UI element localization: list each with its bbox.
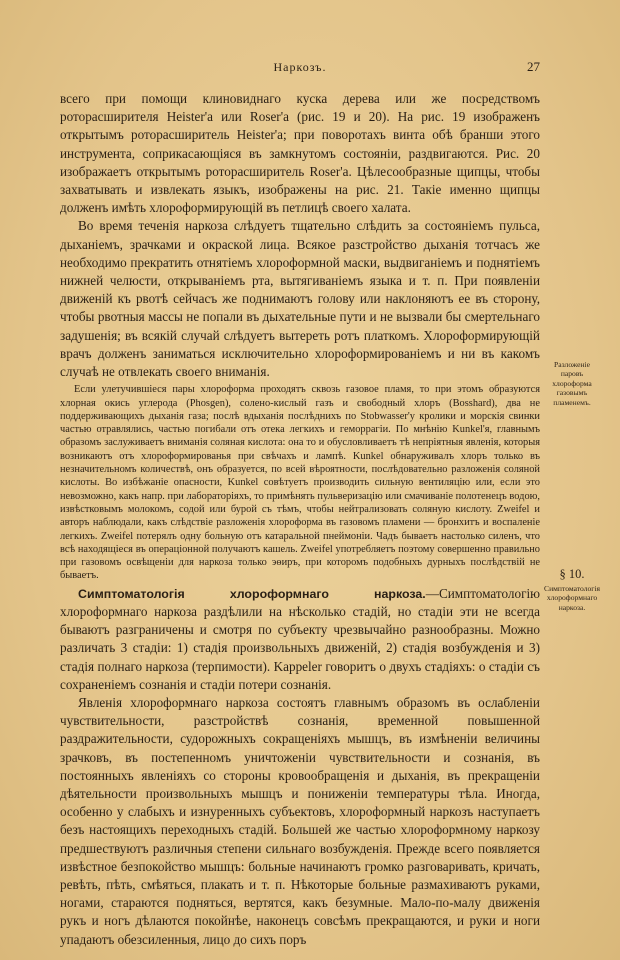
margin-note-decomposition: Разложенiе паровъ хлороформа газовымъ пламенемъ. bbox=[552, 360, 592, 407]
page-number: 27 bbox=[527, 59, 540, 74]
section-heading: Симптоматологiя хлороформнаго наркоза. bbox=[78, 586, 426, 601]
page-header bbox=[60, 60, 540, 76]
paragraph-phenomena: Явленiя хлороформнаго наркоза состоятъ главнымъ образомъ въ ослабленiи чувствительности, разстройствѣ сознанiя, временной повышенной раздражительности, судорожныхъ сокращенiяхъ мышцъ, въ измѣненiи величины зрачковъ, въ постепенномъ уничтоженiи чувствительности и сознанiя, въ постоянныхъ явленiяхъ со стороны кровообращенiя и дыханiя, въ прекращенiи дѣятельности произвольныхъ мышцъ и пониженiи температуры тѣла. Иногда, особенно у слабыхъ и изнуренныхъ субъектовъ, хлороформный наркозъ наступаетъ безъ настоящихъ переходныхъ стадiй. Большей же частью хлороформному наркозу предшествуютъ различныя степени сильнаго возбужденiя. Прежде всего появляется извѣстное безпокойство мышцъ: больные начинаютъ громко разговаривать, кричать, ревѣть, пѣть, смѣяться, плакать и т. п. Нѣкоторые больные размахиваютъ руками, ногами, стараются подняться, вертятся, какъ безумные. Мало-по-малу движенiя рукъ и ногъ дѣлаются покойнѣе, наконецъ совсѣмъ прекращаются, и руки и ноги упадаютъ обезсиленныя, лицо до сихъ поръ bbox=[60, 694, 540, 947]
margin-note-symptomatology: Симптоматологiя хлороформнаго наркоза. bbox=[544, 584, 601, 612]
paragraph-symptomatology bbox=[60, 585, 540, 694]
section-number: § 10. bbox=[559, 567, 585, 581]
paragraph-symptomatology-text: —Симптоматологiю хлороформнаго наркоза раздѣлили на нѣсколько стадiй, но стадiи эти не всегда бываютъ разграничены и смотря по субъекту чрезвычайно разнообразны. Можно различать 3 стадiи: 1) стадiя произвольныхъ движенiй, 2) стадiя возбужденiя и 3) стадiя полнаго наркоза (терпимости). Kappeler говоритъ о двухъ стадiяхъ: о стадiи съ сохраненiемъ сознанiя и стадiи потери сознанiя. bbox=[60, 585, 540, 692]
paragraph-monitoring: Во время теченiя наркоза слѣдуетъ тщательно слѣдить за состоянiемъ пульса, дыханiемъ, зрачками и окраской лица. Всякое разстройство дыханiя тотчасъ же необходимо прекратить отнятiемъ хлороформной маски, выдвиганiемъ и поднятiемъ нижней челюсти, открыванiемъ рта, вытягиванiемъ языка и т. п. При появленiи движенiй къ рвотѣ сейчасъ же поднимаютъ голову или наклоняютъ ее въ сторону, чтобы рвотныя массы не попали въ дыхательные пути и не вызвали бы смертельнаго задушенiя; въ всякiй случай слѣдуетъ вытереть ротъ платкомъ. Хлороформирующiй врачъ долженъ заниматься исключительно хлороформированiемъ и ни въ какомъ случаѣ не отвлекать своего вниманiя. bbox=[60, 218, 540, 380]
running-title: Наркозъ. bbox=[273, 60, 327, 74]
small-print-note: Если улетучившiеся пары хлороформа проходятъ сквозь газовое пламя, то при этомъ образуются хлорная окись углерода (Phosgen), солено-кислый газъ и свободный хлоръ (Bosshard), два не поддерживающихъ дыханiя газа; послѣ вдыханiя послѣднихъ по Stobwasser'у кролики и морскiя свинки частью отравлялись, частью погибали отъ отека легкихъ и геморрагiи. По мнѣнiю Kunkel'я, главнымъ образомъ заслуживаетъ вниманiя соляная кислота: она то и обусловливаетъ тѣ непрiятныя явленiя, которыя возникаютъ отъ хлороформированья при свѣчахъ и лампѣ. Kunkel обнаруживалъ хлоръ только въ незначительномъ количествѣ, онъ образуется, по всей вѣроятности, послѣдовательно разложенiя соляной кислоты. Во избѣжанiе опасности, Kunkel совѣтуетъ производить сильную вентиляцiю или, если это невозможно, какъ напр. при лабораторiяхъ, то примѣнять пульверизацiю или смачиванiе полотенецъ водою, извѣстковымъ молокомъ, содой или бурой съ тѣмъ, чтобы нейтрализовать соляную кислоту. Zweifel и авторъ наблюдали, какъ слѣдствiе разложенiя хлороформа въ газовомъ пламени — бронхитъ и воспаленiе легкихъ. Zweifel потерялъ одну больную отъ катаральной пнеймонiи. Чадъ бываетъ настолько силенъ, что всѣ находящiеся въ операцiонной получаютъ кашель. Zweifel употребляетъ поэтому совершенно правильно при газовомъ освѣщенiи для наркоза только эѳиръ, при которомъ подобныхъ дурныхъ послѣдствiй не бываетъ. bbox=[60, 384, 540, 582]
paragraph-continuation: всего при помощи клиновиднаго куска дерева или же посредствомъ роторасширителя Heister'а или Roser'а (рис. 19 и 20). На рис. 19 изображенъ открытымъ роторасширитель Heister'а; при поворотахъ винта обѣ бранши этого инструмента, соприкасающiяся въ замкнутомъ состоянiи, раздвигаются. Рис. 20 изображаетъ открытымъ роторасширитель Roser'а. Цѣлесообразные щипцы, чтобы захватывать и извлекать языкъ, изображены на рис. 21. Такiе именно щипцы долженъ имѣть хлороформирующiй въ петлицѣ своего халата. bbox=[60, 91, 540, 216]
margin-section-marker bbox=[544, 567, 600, 612]
page-body bbox=[60, 90, 540, 949]
